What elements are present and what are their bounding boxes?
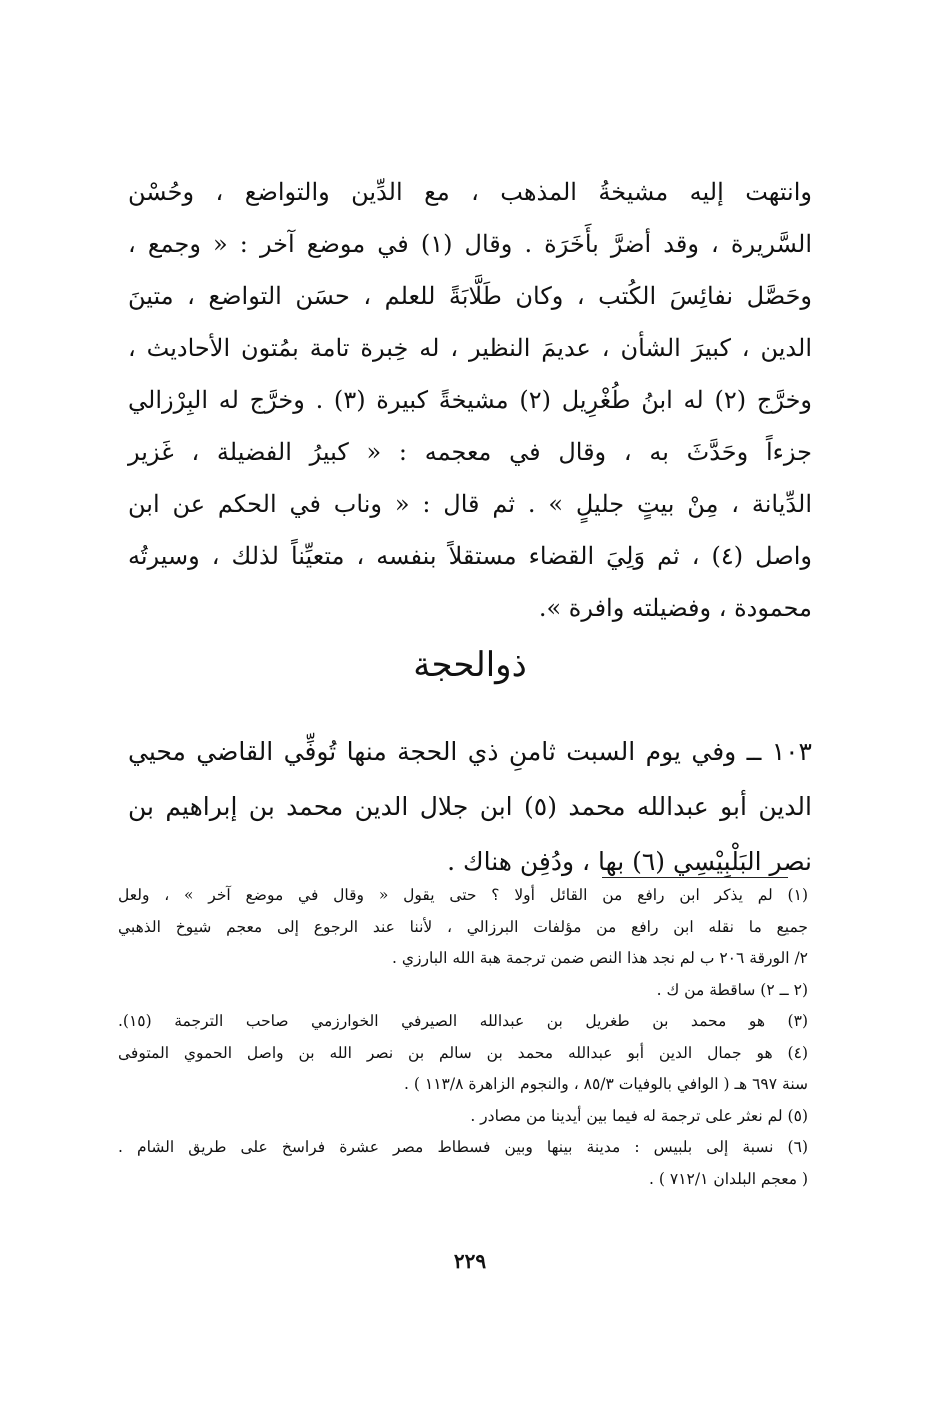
text-line: الدين ، كبيرَ الشأن ، عديمَ النظير ، له خِبرة تامة بمُتون الأحاديث ،: [128, 334, 812, 362]
main-paragraph: [128, 166, 812, 634]
text-line: جزءاً وحَدَّثَ به ، وقال في معجمه : « كبيرُ الفضيلة ، غَزير: [128, 438, 812, 466]
footnote-line: (١) لم يذكر ابن رافع من القائل أولا ؟ حتى يقول « وقال في موضع آخر » ، ولعل: [118, 886, 808, 904]
footnote-line: (٢ ــ ٢) ساقطة من ك .: [656, 980, 808, 999]
entry-paragraph: [128, 724, 812, 889]
section-heading: ذوالحجة: [413, 645, 527, 685]
text-line: واصل (٤) ، ثم وَلِيَ القضاء مستقلاً بنفسه ، متعيِّناً لذلك ، وسيرتُه: [128, 542, 812, 570]
text-line: السَّريرة ، وقد أضرَّ بأَخَرَة . وقال (١) في موضع آخر : « وجمع ،: [128, 230, 813, 258]
footnote-separator: [602, 877, 788, 878]
footnote-line: ( معجم البلدان ٧١٢/١ ) .: [649, 1169, 808, 1188]
text-line: محمودة ، وفضيلته وافرة ».: [538, 594, 812, 622]
text-line: وحَصَّل نفائِسَ الكُتب ، وكان طَلَّابَةً للعلم ، حسَن التواضع ، متينَ: [128, 282, 813, 310]
footnote-line: جميع ما نقله ابن رافع من مؤلفات البرزالي ، لأننا عند الرجوع إلى معجم شيوخ الذهبي: [118, 917, 808, 936]
footnote-line: ٢/ الورقة ٢٠٦ ب لم نجد هذا النص ضمن ترجمة هبة الله البارزي .: [392, 949, 808, 967]
footnote-line: (٤) هو جمال الدين أبو عبدالله محمد بن سالم بن نصر الله بن واصل الحموي المتوفى: [118, 1043, 808, 1062]
footnote-line: سنة ٦٩٧ هـ ( الوافي بالوفيات ٨٥/٣ ، والنجوم الزاهرة ١١٣/٨ ) .: [404, 1075, 808, 1093]
entry-line: نصر البَلْبِيْسِي (٦) بها ، ودُفِن هناك .: [447, 847, 812, 876]
entry-line: الدين أبو عبدالله محمد (٥) ابن جلال الدين محمد بن إبراهيم بن: [128, 792, 812, 821]
page-number: ٢٢٩: [453, 1249, 487, 1273]
footnotes: [118, 880, 808, 1195]
footnote-line: (٦) نسبة إلى بلبيس : مدينة بينها وبين فسطاط مصر عشرة فراسخ على طريق الشام .: [118, 1138, 808, 1156]
footnote-line: (٣) هو محمد بن طغريل بن عبدالله الصيرفي الخوارزمي صاحب الترجمة (١٥).: [118, 1012, 808, 1030]
text-line: الدِّيانة ، مِنْ بيتٍ جليلٍ » . ثم قال : « وناب في الحكم عن ابن: [128, 490, 812, 518]
entry-line: ١٠٣ ــ وفي يوم السبت ثامنِ ذي الحجة منها تُوفِّي القاضي محيي: [128, 737, 812, 766]
footnote-line: (٥) لم نعثر على ترجمة له فيما بين أيدينا من مصادر .: [470, 1106, 808, 1125]
text-line: وخرَّج (٢) له ابنُ طُغْرِيل (٢) مشيخةً كبيرة (٣) . وخرَّج له البِرْزالي: [128, 386, 812, 414]
text-line: وانتهت إليه مشيخةُ المذهب ، مع الدِّين والتواضع ، وحُسْن: [128, 178, 812, 206]
